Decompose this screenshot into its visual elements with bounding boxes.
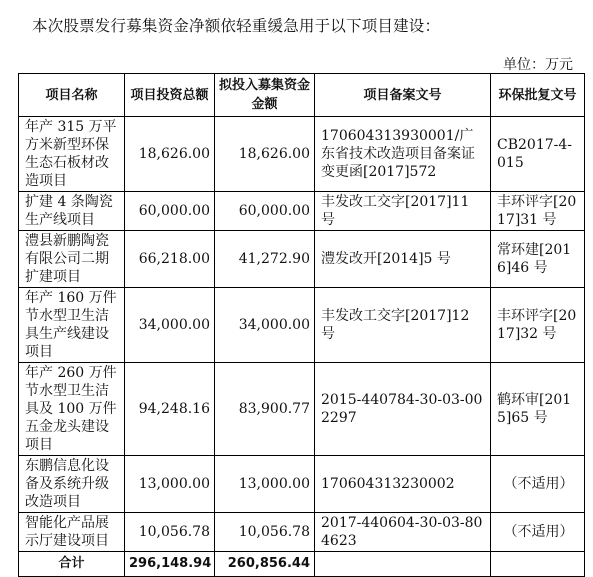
project-name: 澧县新鹏陶瓷有限公司二期扩建项目 (19, 231, 125, 288)
total-env-empty (491, 552, 585, 577)
filing-number: 澧发改开[2014]5 号 (315, 231, 491, 288)
unit-label: 单位：万元 (503, 57, 573, 73)
raised-funds: 18,626.00 (215, 117, 315, 192)
table-row (19, 363, 585, 456)
header-project-name: 项目名称 (19, 74, 125, 117)
table-row (19, 513, 585, 552)
raised-funds: 34,000.00 (215, 288, 315, 363)
table-row (19, 192, 585, 231)
total-investment: 13,000.00 (125, 456, 215, 513)
project-name: 年产 160 万件节水型卫生洁具生产线建设项目 (19, 288, 125, 363)
env-approval: （不适用） (491, 513, 585, 552)
table-header-row (19, 74, 585, 117)
raised-funds: 60,000.00 (215, 192, 315, 231)
filing-number: 丰发改工交字[2017]12 号 (315, 288, 491, 363)
raised-funds: 83,900.77 (215, 363, 315, 456)
project-name: 年产 315 万平方米新型环保生态石板材改造项目 (19, 117, 125, 192)
header-total-investment: 项目投资总额 (125, 74, 215, 117)
filing-number: 丰发改工交字[2017]11 号 (315, 192, 491, 231)
header-filing-number: 项目备案文号 (315, 74, 491, 117)
env-approval: 鹤环审[2015]65 号 (491, 363, 585, 456)
total-investment: 60,000.00 (125, 192, 215, 231)
total-row (19, 552, 585, 577)
raised-funds: 41,272.90 (215, 231, 315, 288)
env-approval: 丰环评字[2017]31 号 (491, 192, 585, 231)
project-name: 扩建 4 条陶瓷生产线项目 (19, 192, 125, 231)
raised-funds: 13,000.00 (215, 456, 315, 513)
project-table (18, 73, 585, 577)
header-env-approval: 环保批复文号 (491, 74, 585, 117)
table-row (19, 456, 585, 513)
header-raised-funds: 拟投入募集资金金额 (215, 74, 315, 117)
filing-number: 170604313930001/广东省技术改造项目备案证变更函[2017]572 (315, 117, 491, 192)
env-approval: 常环建[2016]46 号 (491, 231, 585, 288)
table-row (19, 117, 585, 192)
filing-number: 170604313230002 (315, 456, 491, 513)
total-investment: 10,056.78 (125, 513, 215, 552)
project-name: 智能化产品展示厅建设项目 (19, 513, 125, 552)
total-investment: 34,000.00 (125, 288, 215, 363)
project-name: 东鹏信息化设备及系统升级改造项目 (19, 456, 125, 513)
filing-number: 2017-440604-30-03-804623 (315, 513, 491, 552)
intro-text: 本次股票发行募集资金净额依轻重缓急用于以下项目建设： (32, 17, 441, 35)
total-investment: 18,626.00 (125, 117, 215, 192)
table-row (19, 231, 585, 288)
raised-funds-sum: 260,856.44 (215, 552, 315, 577)
env-approval: （不适用） (491, 456, 585, 513)
total-label: 合计 (19, 552, 125, 577)
raised-funds: 10,056.78 (215, 513, 315, 552)
env-approval: 丰环评字[2017]32 号 (491, 288, 585, 363)
project-name: 年产 260 万件节水型卫生洁具及 100 万件五金龙头建设项目 (19, 363, 125, 456)
total-investment: 94,248.16 (125, 363, 215, 456)
total-investment-sum: 296,148.94 (125, 552, 215, 577)
total-investment: 66,218.00 (125, 231, 215, 288)
table-row (19, 288, 585, 363)
env-approval: CB2017-4-015 (491, 117, 585, 192)
total-filing-empty (315, 552, 491, 577)
filing-number: 2015-440784-30-03-002297 (315, 363, 491, 456)
